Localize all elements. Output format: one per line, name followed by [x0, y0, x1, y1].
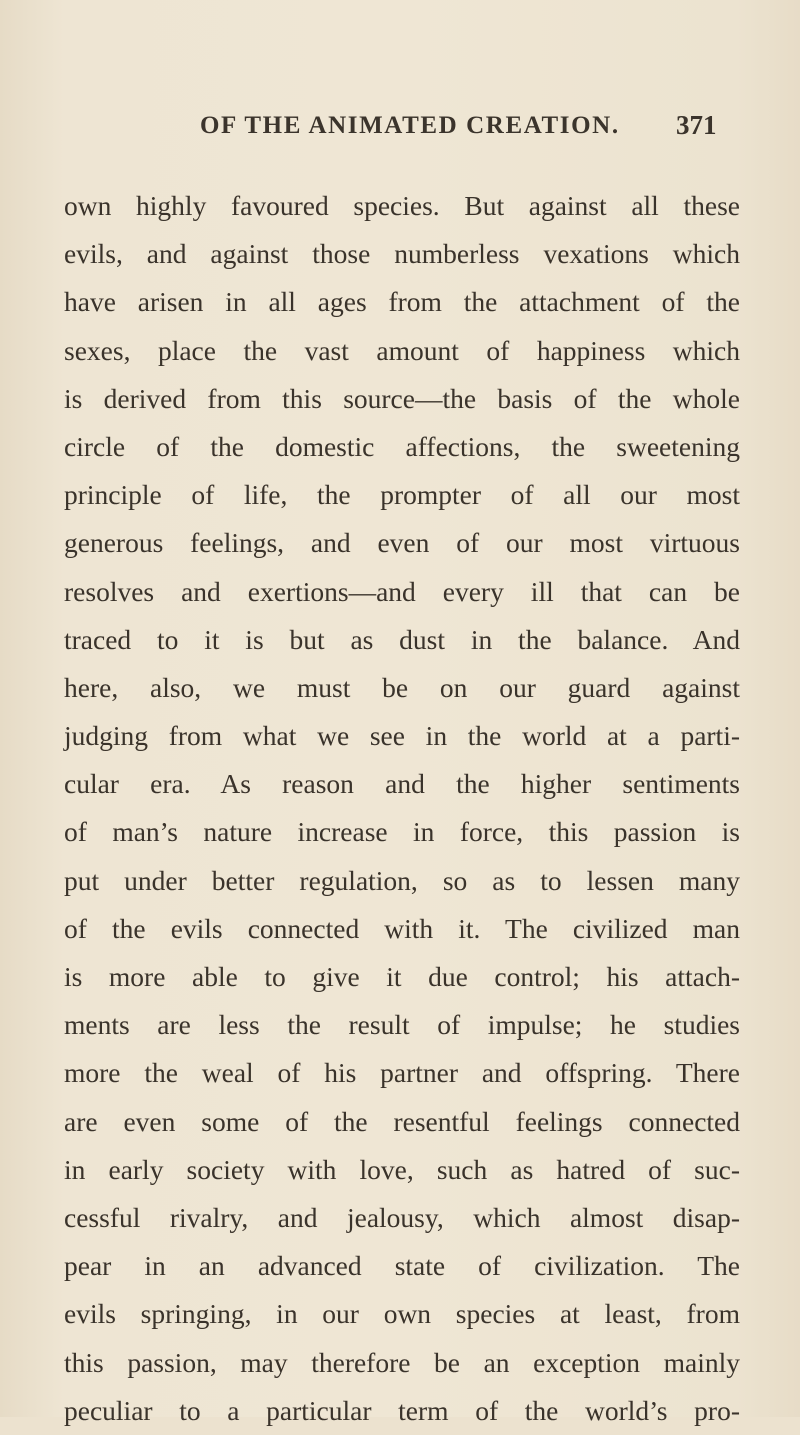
text-line: is derived from this source—the basis of the whole: [64, 382, 740, 414]
text-line: this passion, may therefore be an exception mainly: [64, 1346, 740, 1378]
running-title: OF THE ANIMATED CREATION.: [200, 112, 620, 139]
body-text: [64, 182, 740, 1435]
text-line: resolves and exertions—and every ill that can be: [64, 575, 740, 607]
text-line: more the weal of his partner and offspring. There: [64, 1057, 740, 1089]
text-line: of man’s nature increase in force, this passion is: [64, 816, 740, 848]
text-line: ments are less the result of impulse; he studies: [64, 1009, 740, 1041]
text-line: put under better regulation, so as to lessen many: [64, 864, 740, 896]
text-line: have arisen in all ages from the attachment of the: [64, 286, 740, 318]
text-line: cessful rivalry, and jealousy, which almost disap-: [64, 1201, 740, 1233]
text-line: pear in an advanced state of civilization. The: [64, 1250, 740, 1282]
text-line: in early society with love, such as hatred of suc-: [64, 1153, 740, 1185]
text-line: circle of the domestic affections, the sweetening: [64, 430, 740, 462]
text-line: generous feelings, and even of our most virtuous: [64, 527, 740, 559]
text-line: judging from what we see in the world at a parti-: [64, 720, 740, 752]
text-line: principle of life, the prompter of all our most: [64, 479, 740, 511]
text-line: own highly favoured species. But against all these: [64, 190, 740, 221]
text-line: traced to it is but as dust in the balance. And: [64, 623, 740, 655]
page-number: 371: [676, 110, 717, 140]
text-line: cular era. As reason and the higher sentiments: [64, 768, 740, 800]
running-head: [0, 112, 800, 152]
text-line: sexes, place the vast amount of happiness which: [64, 334, 740, 366]
text-line: of the evils connected with it. The civilized man: [64, 912, 740, 944]
text-line: peculiar to a particular term of the world’s pro-: [64, 1394, 740, 1426]
text-line: is more able to give it due control; his attach-: [64, 961, 740, 992]
text-line: evils springing, in our own species at least, from: [64, 1298, 740, 1330]
text-line: are even some of the resentful feelings connected: [64, 1105, 740, 1137]
text-line: here, also, we must be on our guard against: [64, 671, 740, 703]
text-line: evils, and against those numberless vexations which: [64, 238, 740, 270]
